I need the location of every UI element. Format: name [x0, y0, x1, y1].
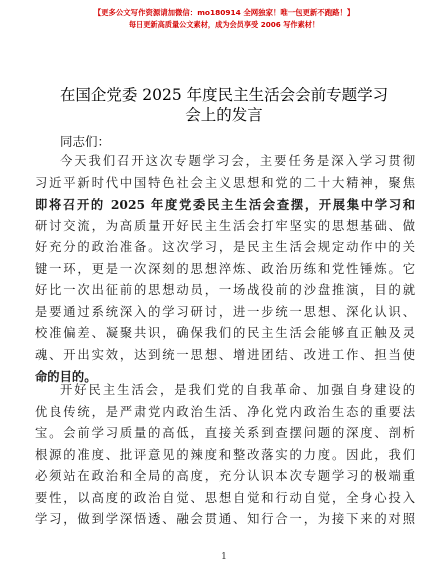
paragraph-line: 今天我们召开这次专题学习会，主要任务是深入学习贯彻 [60, 154, 415, 168]
paragraph-line: 是要通过系统深入的学习研讨，进一步统一思想、深化认识、 [35, 304, 415, 319]
paragraph-line: 研讨交流，为高质量开好民主生活会打牢坚实的思想基础、做 [35, 218, 415, 233]
page-number: 1 [221, 552, 227, 562]
paragraph-line: 键一环，更是一次深刻的思想淬炼、政治历练和党性锤炼。它 [35, 261, 415, 276]
paragraph-line: 好比一次出征前的思想动员，一场战役前的沙盘推演，目的就 [35, 283, 415, 297]
paragraph-line: 优良传统，是严肃党内政治生活、净化党内政治生态的重要法 [35, 404, 415, 419]
document-title-line2: 会上的发言 [185, 106, 263, 124]
paragraph-line: 学习，做到学深悟透、融会贯通、知行合一，为接下来的对照 [35, 512, 415, 526]
paragraph-line: 好充分的政治准备。这次学习，是民主生活会规定动作中的关 [35, 240, 415, 254]
paragraph-line: 开好民主生活会，是我们党的自我革命、加强自身建设的 [60, 383, 415, 397]
document-title-line1: 在国企党委 2025 年度民主生活会会前专题学习 [59, 86, 389, 104]
paragraph-line: 魂、开出实效，达到统一思想、增进团结、改进工作、担当使 [35, 347, 415, 362]
paragraph-2 [35, 380, 415, 531]
salutation: 同志们： [60, 134, 111, 149]
paragraph-line: 根源的准度、批评意见的辣度和整改落实的力度。因此，我们 [35, 447, 415, 462]
promo-banner-line2: 每日更新高质量公文素材，成为会员享受 2006 写作素材！ [128, 20, 320, 29]
paragraph-1 [35, 151, 415, 388]
paragraph-line: 命的目的。 [35, 369, 97, 384]
paragraph-line: 即将召开的 2025 年度党委民主生活会查摆，开展集中学习和 [35, 197, 415, 212]
promo-banner-line1: 【更多公文写作资源请加微信：mo180914 全网独家！唯一包更新不跑路！】 [93, 8, 355, 17]
paragraph-line: 要性，以高度的政治自觉、思想自觉和行动自觉，全身心投入 [35, 490, 415, 505]
paragraph-line: 宝。会前学习质量的高低，直接关系到查摆问题的深度、剖析 [35, 426, 415, 440]
paragraph-line: 校准偏差、凝聚共识，确保我们的民主生活会能够直正触及灵 [35, 326, 415, 340]
paragraph-line: 必须站在政治和全局的高度，充分认识本次专题学习的极端重 [35, 469, 415, 483]
paragraph-line: 习近平新时代中国特色社会主义思想和党的二十大精神，聚焦 [35, 175, 415, 190]
